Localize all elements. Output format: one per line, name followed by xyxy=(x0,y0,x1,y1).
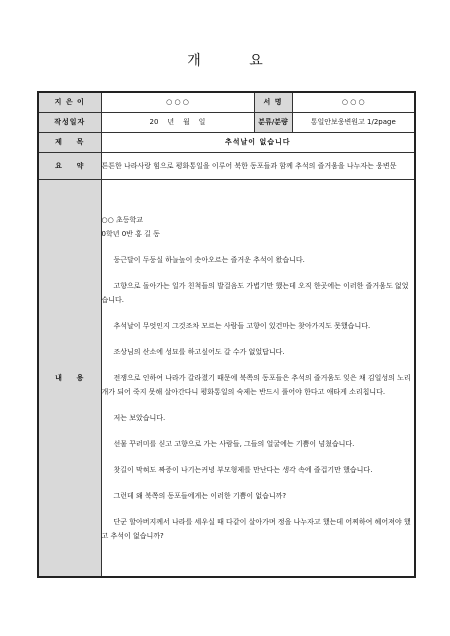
category-value: 통일안보웅변원고 1/2page xyxy=(292,112,415,132)
content-label: 내 용 xyxy=(38,179,101,577)
author-value: ○ ○ ○ xyxy=(101,92,254,112)
date-label: 작성일자 xyxy=(38,112,101,132)
document-info-table xyxy=(37,91,416,578)
body-paragraph-9: 그런데 왜 북쪽의 동포들에게는 이러한 기쁨이 없습니까? xyxy=(113,491,287,500)
body-paragraph-3: 추석날이 무엇인지 그것조차 모르는 사람들 고향이 있건마는 찾아가지도 못했습니다. xyxy=(113,321,371,330)
date-row xyxy=(38,112,415,132)
student-line: 0학년 0반 홍 길 동 xyxy=(101,229,160,238)
category-label: 분류/분량 xyxy=(254,112,292,132)
body-paragraph-1: 둥근달이 두둥실 하늘높이 솟아오르는 즐거운 추석이 왔습니다. xyxy=(113,255,305,264)
school-line: ○○ 초등학교 xyxy=(101,215,143,224)
date-value: 20 년 월 일 xyxy=(101,112,254,132)
summary-label: 요 약 xyxy=(38,152,101,179)
summary-row xyxy=(38,152,415,179)
reviewer-label: 서 명 xyxy=(254,92,292,112)
body-paragraph-2: 고향으로 돌아가는 일가 친척들의 발걸음도 가볍기만 했는데 오직 한곳에는 이러한 즐거움도 없었습니다. xyxy=(101,281,409,304)
summary-value: 튼튼한 나라사랑 힘으로 평화통일을 이루어 북한 동포들과 함께 추석의 즐거움을 나누자는 웅변문 xyxy=(101,152,415,179)
subject-value: 추석날이 없습니다 xyxy=(101,132,415,152)
reviewer-value: ○ ○ ○ xyxy=(292,92,415,112)
author-row xyxy=(38,92,415,112)
body-paragraph-7: 선물 꾸러미를 싣고 고향으로 가는 사람들, 그들의 얼굴에는 기쁨이 넘쳤습니다. xyxy=(113,439,355,448)
author-label: 지 은 이 xyxy=(38,92,101,112)
subject-label: 제 목 xyxy=(38,132,101,152)
body-paragraph-4: 조상님의 산소에 성묘를 하고싶어도 갈 수가 없었답니다. xyxy=(113,347,285,356)
body-paragraph-10: 단군 할아버지께서 나라를 세우실 때 다같이 살아가며 정을 나누자고 했는데 어찌하여 헤어져야 했고 추석이 없습니까? xyxy=(101,517,411,540)
content-body xyxy=(101,179,415,577)
body-paragraph-8: 찻길이 막혀도 짜증이 나기는커녕 부모형제를 만난다는 생각 속에 즐겁기만 했습니다. xyxy=(113,465,373,474)
subject-row xyxy=(38,132,415,152)
body-paragraph-6: 저는 보았습니다. xyxy=(113,413,166,422)
body-paragraph-5: 전쟁으로 인하여 나라가 갈라졌기 때문에 북쪽의 동포들은 추석의 즐거움도 잊은 채 김일성의 노리개가 되어 죽지 못해 살아간다니 평화통일의 숙제는 반드시 풀어야 한다고 애타게 소리칩니다. xyxy=(101,373,411,396)
page-title: 개 요 xyxy=(187,53,285,69)
content-row xyxy=(38,179,415,577)
